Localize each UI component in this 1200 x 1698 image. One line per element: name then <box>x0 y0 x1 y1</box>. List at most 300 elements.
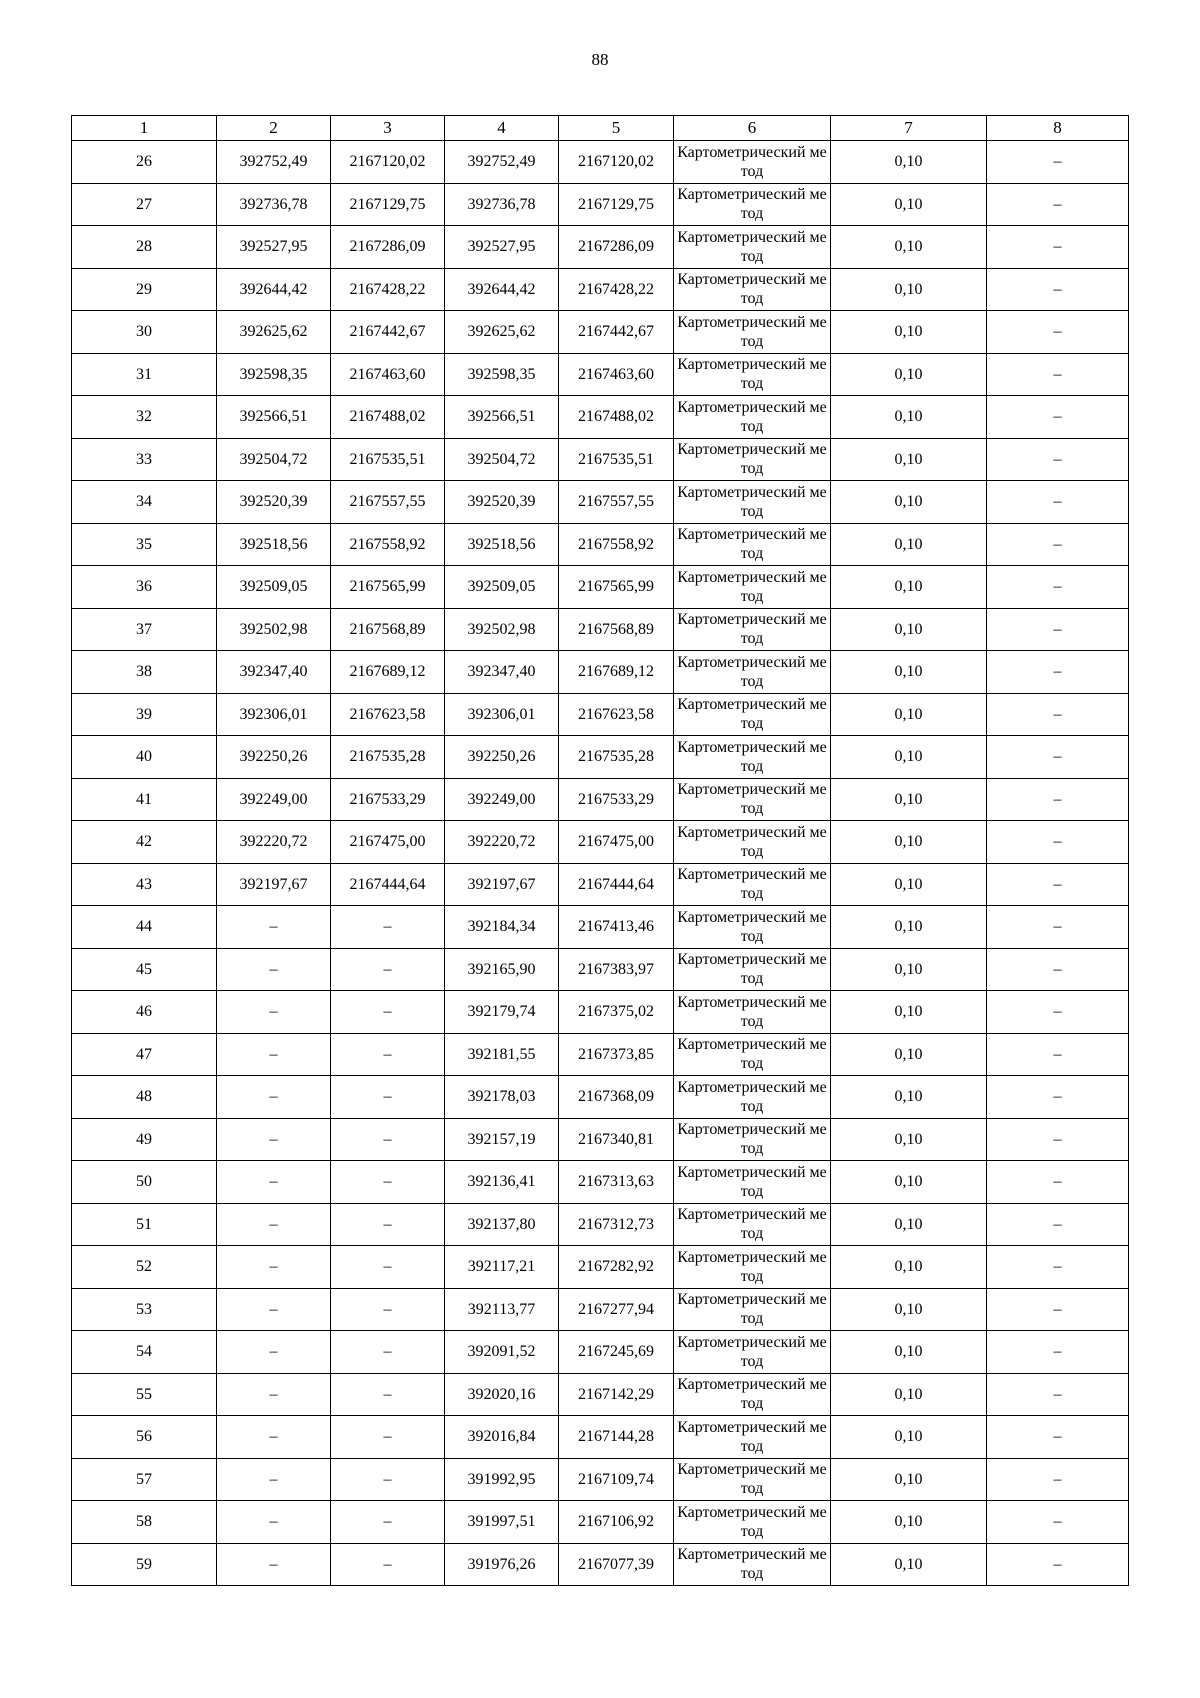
method-cell: Картометрический метод <box>674 1203 831 1246</box>
point-number-cell: 44 <box>72 906 217 949</box>
table-row <box>72 1246 1129 1289</box>
point-number-cell: 29 <box>72 268 217 311</box>
method-cell: Картометрический метод <box>674 1118 831 1161</box>
table-row <box>72 778 1129 821</box>
x-old-cell: 392197,67 <box>217 863 331 906</box>
y-old-cell: 2167533,29 <box>331 778 445 821</box>
y-new-cell: 2167623,58 <box>559 693 674 736</box>
description-cell: – <box>987 1543 1129 1586</box>
y-new-cell: 2167129,75 <box>559 183 674 226</box>
accuracy-cell: 0,10 <box>831 1543 987 1586</box>
x-new-cell: 391992,95 <box>445 1458 559 1501</box>
description-cell: – <box>987 1331 1129 1374</box>
accuracy-cell: 0,10 <box>831 1076 987 1119</box>
x-new-cell: 392091,52 <box>445 1331 559 1374</box>
point-number-cell: 26 <box>72 141 217 184</box>
y-old-cell: 2167120,02 <box>331 141 445 184</box>
y-new-cell: 2167568,89 <box>559 608 674 651</box>
x-old-cell: – <box>217 948 331 991</box>
y-old-cell: 2167475,00 <box>331 821 445 864</box>
accuracy-cell: 0,10 <box>831 1033 987 1076</box>
x-new-cell: 392504,72 <box>445 438 559 481</box>
method-cell: Картометрический метод <box>674 1416 831 1459</box>
x-new-cell: 392220,72 <box>445 821 559 864</box>
x-new-cell: 392249,00 <box>445 778 559 821</box>
x-old-cell: – <box>217 1331 331 1374</box>
y-new-cell: 2167428,22 <box>559 268 674 311</box>
point-number-cell: 27 <box>72 183 217 226</box>
y-old-cell: – <box>331 1288 445 1331</box>
x-new-cell: 392179,74 <box>445 991 559 1034</box>
table-row <box>72 481 1129 524</box>
table-row <box>72 566 1129 609</box>
y-old-cell: – <box>331 1246 445 1289</box>
x-old-cell: 392527,95 <box>217 226 331 269</box>
table-row <box>72 863 1129 906</box>
x-old-cell: 392644,42 <box>217 268 331 311</box>
y-old-cell: – <box>331 1033 445 1076</box>
method-cell: Картометрический метод <box>674 1288 831 1331</box>
x-old-cell: – <box>217 1161 331 1204</box>
point-number-cell: 34 <box>72 481 217 524</box>
description-cell: – <box>987 226 1129 269</box>
method-cell: Картометрический метод <box>674 991 831 1034</box>
x-new-cell: 392136,41 <box>445 1161 559 1204</box>
accuracy-cell: 0,10 <box>831 1416 987 1459</box>
accuracy-cell: 0,10 <box>831 821 987 864</box>
y-old-cell: 2167565,99 <box>331 566 445 609</box>
description-cell: – <box>987 1076 1129 1119</box>
x-new-cell: 392184,34 <box>445 906 559 949</box>
x-old-cell: 392220,72 <box>217 821 331 864</box>
y-new-cell: 2167442,67 <box>559 311 674 354</box>
point-number-cell: 33 <box>72 438 217 481</box>
x-new-cell: 391997,51 <box>445 1501 559 1544</box>
table-row <box>72 821 1129 864</box>
method-cell: Картометрический метод <box>674 608 831 651</box>
table-row <box>72 1118 1129 1161</box>
x-new-cell: 392502,98 <box>445 608 559 651</box>
table-row <box>72 311 1129 354</box>
x-old-cell: – <box>217 991 331 1034</box>
method-cell: Картометрический метод <box>674 523 831 566</box>
y-old-cell: – <box>331 1331 445 1374</box>
method-cell: Картометрический метод <box>674 863 831 906</box>
coordinates-table <box>71 115 1129 1586</box>
table-body <box>72 141 1129 1586</box>
table-row <box>72 1416 1129 1459</box>
description-cell: – <box>987 1288 1129 1331</box>
y-old-cell: 2167442,67 <box>331 311 445 354</box>
x-old-cell: – <box>217 1373 331 1416</box>
accuracy-cell: 0,10 <box>831 906 987 949</box>
accuracy-cell: 0,10 <box>831 141 987 184</box>
accuracy-cell: 0,10 <box>831 1203 987 1246</box>
y-old-cell: 2167463,60 <box>331 353 445 396</box>
column-header: 3 <box>331 116 445 141</box>
x-old-cell: 392598,35 <box>217 353 331 396</box>
table-row <box>72 651 1129 694</box>
description-cell: – <box>987 948 1129 991</box>
point-number-cell: 48 <box>72 1076 217 1119</box>
x-old-cell: – <box>217 1501 331 1544</box>
method-cell: Картометрический метод <box>674 438 831 481</box>
table-row <box>72 906 1129 949</box>
y-old-cell: 2167444,64 <box>331 863 445 906</box>
accuracy-cell: 0,10 <box>831 1288 987 1331</box>
column-header: 8 <box>987 116 1129 141</box>
point-number-cell: 42 <box>72 821 217 864</box>
x-new-cell: 392306,01 <box>445 693 559 736</box>
table-row <box>72 268 1129 311</box>
table-row <box>72 226 1129 269</box>
point-number-cell: 30 <box>72 311 217 354</box>
table-row <box>72 523 1129 566</box>
accuracy-cell: 0,10 <box>831 226 987 269</box>
table-row <box>72 1076 1129 1119</box>
x-old-cell: – <box>217 1033 331 1076</box>
description-cell: – <box>987 608 1129 651</box>
x-new-cell: 392566,51 <box>445 396 559 439</box>
point-number-cell: 45 <box>72 948 217 991</box>
x-new-cell: 392178,03 <box>445 1076 559 1119</box>
point-number-cell: 39 <box>72 693 217 736</box>
description-cell: – <box>987 141 1129 184</box>
y-new-cell: 2167444,64 <box>559 863 674 906</box>
accuracy-cell: 0,10 <box>831 1373 987 1416</box>
description-cell: – <box>987 693 1129 736</box>
accuracy-cell: 0,10 <box>831 353 987 396</box>
description-cell: – <box>987 736 1129 779</box>
accuracy-cell: 0,10 <box>831 183 987 226</box>
description-cell: – <box>987 821 1129 864</box>
x-new-cell: 392520,39 <box>445 481 559 524</box>
y-old-cell: – <box>331 906 445 949</box>
method-cell: Картометрический метод <box>674 1246 831 1289</box>
accuracy-cell: 0,10 <box>831 693 987 736</box>
method-cell: Картометрический метод <box>674 948 831 991</box>
table-row <box>72 141 1129 184</box>
y-new-cell: 2167373,85 <box>559 1033 674 1076</box>
method-cell: Картометрический метод <box>674 1161 831 1204</box>
x-new-cell: 392527,95 <box>445 226 559 269</box>
table-row <box>72 948 1129 991</box>
table-row <box>72 1203 1129 1246</box>
x-new-cell: 392736,78 <box>445 183 559 226</box>
y-new-cell: 2167463,60 <box>559 353 674 396</box>
description-cell: – <box>987 396 1129 439</box>
accuracy-cell: 0,10 <box>831 778 987 821</box>
point-number-cell: 35 <box>72 523 217 566</box>
description-cell: – <box>987 1501 1129 1544</box>
x-old-cell: – <box>217 1118 331 1161</box>
x-new-cell: 392509,05 <box>445 566 559 609</box>
header-row <box>72 116 1129 141</box>
x-old-cell: – <box>217 1203 331 1246</box>
accuracy-cell: 0,10 <box>831 948 987 991</box>
y-new-cell: 2167142,29 <box>559 1373 674 1416</box>
accuracy-cell: 0,10 <box>831 736 987 779</box>
x-old-cell: 392502,98 <box>217 608 331 651</box>
x-old-cell: 392752,49 <box>217 141 331 184</box>
description-cell: – <box>987 906 1129 949</box>
accuracy-cell: 0,10 <box>831 1246 987 1289</box>
y-old-cell: – <box>331 948 445 991</box>
y-new-cell: 2167375,02 <box>559 991 674 1034</box>
method-cell: Картометрический метод <box>674 566 831 609</box>
y-old-cell: – <box>331 1161 445 1204</box>
x-new-cell: 392625,62 <box>445 311 559 354</box>
table-row <box>72 1373 1129 1416</box>
y-old-cell: 2167488,02 <box>331 396 445 439</box>
x-old-cell: 392504,72 <box>217 438 331 481</box>
x-old-cell: 392306,01 <box>217 693 331 736</box>
y-new-cell: 2167106,92 <box>559 1501 674 1544</box>
point-number-cell: 52 <box>72 1246 217 1289</box>
y-new-cell: 2167413,46 <box>559 906 674 949</box>
x-old-cell: 392347,40 <box>217 651 331 694</box>
point-number-cell: 36 <box>72 566 217 609</box>
y-new-cell: 2167245,69 <box>559 1331 674 1374</box>
x-new-cell: 392518,56 <box>445 523 559 566</box>
method-cell: Картометрический метод <box>674 226 831 269</box>
x-old-cell: – <box>217 1416 331 1459</box>
point-number-cell: 49 <box>72 1118 217 1161</box>
point-number-cell: 57 <box>72 1458 217 1501</box>
table-row <box>72 991 1129 1034</box>
y-old-cell: 2167623,58 <box>331 693 445 736</box>
y-old-cell: – <box>331 1203 445 1246</box>
table-row <box>72 1331 1129 1374</box>
y-new-cell: 2167565,99 <box>559 566 674 609</box>
method-cell: Картометрический метод <box>674 693 831 736</box>
y-new-cell: 2167558,92 <box>559 523 674 566</box>
column-header: 2 <box>217 116 331 141</box>
accuracy-cell: 0,10 <box>831 481 987 524</box>
x-old-cell: 392250,26 <box>217 736 331 779</box>
y-new-cell: 2167535,28 <box>559 736 674 779</box>
description-cell: – <box>987 438 1129 481</box>
table-row <box>72 396 1129 439</box>
description-cell: – <box>987 311 1129 354</box>
x-old-cell: 392509,05 <box>217 566 331 609</box>
point-number-cell: 43 <box>72 863 217 906</box>
x-new-cell: 392165,90 <box>445 948 559 991</box>
point-number-cell: 55 <box>72 1373 217 1416</box>
accuracy-cell: 0,10 <box>831 1331 987 1374</box>
description-cell: – <box>987 991 1129 1034</box>
method-cell: Картометрический метод <box>674 311 831 354</box>
table-row <box>72 608 1129 651</box>
description-cell: – <box>987 778 1129 821</box>
y-new-cell: 2167312,73 <box>559 1203 674 1246</box>
point-number-cell: 37 <box>72 608 217 651</box>
y-old-cell: – <box>331 991 445 1034</box>
y-new-cell: 2167689,12 <box>559 651 674 694</box>
y-new-cell: 2167475,00 <box>559 821 674 864</box>
method-cell: Картометрический метод <box>674 1331 831 1374</box>
x-new-cell: 392197,67 <box>445 863 559 906</box>
x-old-cell: – <box>217 1246 331 1289</box>
accuracy-cell: 0,10 <box>831 268 987 311</box>
table-row <box>72 1288 1129 1331</box>
x-new-cell: 392347,40 <box>445 651 559 694</box>
description-cell: – <box>987 183 1129 226</box>
point-number-cell: 46 <box>72 991 217 1034</box>
table-row <box>72 693 1129 736</box>
table-row <box>72 1458 1129 1501</box>
x-old-cell: 392566,51 <box>217 396 331 439</box>
y-new-cell: 2167077,39 <box>559 1543 674 1586</box>
x-old-cell: – <box>217 1458 331 1501</box>
x-old-cell: 392625,62 <box>217 311 331 354</box>
x-new-cell: 392016,84 <box>445 1416 559 1459</box>
column-header: 5 <box>559 116 674 141</box>
point-number-cell: 56 <box>72 1416 217 1459</box>
method-cell: Картометрический метод <box>674 481 831 524</box>
y-old-cell: – <box>331 1373 445 1416</box>
point-number-cell: 53 <box>72 1288 217 1331</box>
description-cell: – <box>987 1246 1129 1289</box>
y-old-cell: 2167558,92 <box>331 523 445 566</box>
y-new-cell: 2167383,97 <box>559 948 674 991</box>
y-old-cell: – <box>331 1416 445 1459</box>
point-number-cell: 59 <box>72 1543 217 1586</box>
method-cell: Картометрический метод <box>674 1076 831 1119</box>
x-new-cell: 392598,35 <box>445 353 559 396</box>
method-cell: Картометрический метод <box>674 736 831 779</box>
y-new-cell: 2167282,92 <box>559 1246 674 1289</box>
table-row <box>72 1501 1129 1544</box>
x-new-cell: 392137,80 <box>445 1203 559 1246</box>
y-old-cell: – <box>331 1501 445 1544</box>
y-new-cell: 2167533,29 <box>559 778 674 821</box>
y-old-cell: – <box>331 1543 445 1586</box>
y-old-cell: 2167689,12 <box>331 651 445 694</box>
y-new-cell: 2167144,28 <box>559 1416 674 1459</box>
y-new-cell: 2167120,02 <box>559 141 674 184</box>
x-new-cell: 392752,49 <box>445 141 559 184</box>
method-cell: Картометрический метод <box>674 1458 831 1501</box>
x-old-cell: 392518,56 <box>217 523 331 566</box>
description-cell: – <box>987 651 1129 694</box>
x-new-cell: 392113,77 <box>445 1288 559 1331</box>
y-new-cell: 2167340,81 <box>559 1118 674 1161</box>
column-header: 6 <box>674 116 831 141</box>
description-cell: – <box>987 1118 1129 1161</box>
method-cell: Картометрический метод <box>674 396 831 439</box>
description-cell: – <box>987 1373 1129 1416</box>
point-number-cell: 32 <box>72 396 217 439</box>
x-new-cell: 392250,26 <box>445 736 559 779</box>
column-header: 4 <box>445 116 559 141</box>
y-new-cell: 2167368,09 <box>559 1076 674 1119</box>
accuracy-cell: 0,10 <box>831 1458 987 1501</box>
description-cell: – <box>987 268 1129 311</box>
x-old-cell: – <box>217 1288 331 1331</box>
table-row <box>72 353 1129 396</box>
y-old-cell: 2167535,51 <box>331 438 445 481</box>
accuracy-cell: 0,10 <box>831 608 987 651</box>
point-number-cell: 58 <box>72 1501 217 1544</box>
table-row <box>72 183 1129 226</box>
point-number-cell: 41 <box>72 778 217 821</box>
method-cell: Картометрический метод <box>674 651 831 694</box>
accuracy-cell: 0,10 <box>831 1161 987 1204</box>
y-new-cell: 2167286,09 <box>559 226 674 269</box>
description-cell: – <box>987 1203 1129 1246</box>
x-old-cell: 392736,78 <box>217 183 331 226</box>
table-row <box>72 736 1129 779</box>
description-cell: – <box>987 1161 1129 1204</box>
accuracy-cell: 0,10 <box>831 311 987 354</box>
method-cell: Картометрический метод <box>674 906 831 949</box>
table-row <box>72 1161 1129 1204</box>
x-old-cell: 392249,00 <box>217 778 331 821</box>
y-old-cell: 2167535,28 <box>331 736 445 779</box>
y-old-cell: 2167129,75 <box>331 183 445 226</box>
x-new-cell: 392157,19 <box>445 1118 559 1161</box>
column-header: 1 <box>72 116 217 141</box>
x-new-cell: 392117,21 <box>445 1246 559 1289</box>
accuracy-cell: 0,10 <box>831 1501 987 1544</box>
y-old-cell: 2167428,22 <box>331 268 445 311</box>
table-row <box>72 1033 1129 1076</box>
y-old-cell: – <box>331 1076 445 1119</box>
y-old-cell: 2167286,09 <box>331 226 445 269</box>
description-cell: – <box>987 863 1129 906</box>
y-new-cell: 2167557,55 <box>559 481 674 524</box>
method-cell: Картометрический метод <box>674 268 831 311</box>
y-new-cell: 2167313,63 <box>559 1161 674 1204</box>
y-new-cell: 2167535,51 <box>559 438 674 481</box>
description-cell: – <box>987 1033 1129 1076</box>
point-number-cell: 47 <box>72 1033 217 1076</box>
y-old-cell: 2167557,55 <box>331 481 445 524</box>
column-header: 7 <box>831 116 987 141</box>
description-cell: – <box>987 1458 1129 1501</box>
method-cell: Картометрический метод <box>674 821 831 864</box>
table-row <box>72 438 1129 481</box>
y-old-cell: – <box>331 1458 445 1501</box>
y-new-cell: 2167109,74 <box>559 1458 674 1501</box>
page-number: 88 <box>591 50 609 69</box>
method-cell: Картометрический метод <box>674 141 831 184</box>
point-number-cell: 51 <box>72 1203 217 1246</box>
description-cell: – <box>987 523 1129 566</box>
accuracy-cell: 0,10 <box>831 1118 987 1161</box>
point-number-cell: 38 <box>72 651 217 694</box>
y-new-cell: 2167488,02 <box>559 396 674 439</box>
method-cell: Картометрический метод <box>674 183 831 226</box>
y-new-cell: 2167277,94 <box>559 1288 674 1331</box>
description-cell: – <box>987 481 1129 524</box>
y-old-cell: – <box>331 1118 445 1161</box>
x-old-cell: – <box>217 906 331 949</box>
point-number-cell: 54 <box>72 1331 217 1374</box>
accuracy-cell: 0,10 <box>831 566 987 609</box>
x-new-cell: 392181,55 <box>445 1033 559 1076</box>
accuracy-cell: 0,10 <box>831 651 987 694</box>
method-cell: Картометрический метод <box>674 1543 831 1586</box>
point-number-cell: 28 <box>72 226 217 269</box>
y-old-cell: 2167568,89 <box>331 608 445 651</box>
method-cell: Картометрический метод <box>674 1373 831 1416</box>
description-cell: – <box>987 566 1129 609</box>
accuracy-cell: 0,10 <box>831 991 987 1034</box>
x-old-cell: – <box>217 1076 331 1119</box>
method-cell: Картометрический метод <box>674 778 831 821</box>
